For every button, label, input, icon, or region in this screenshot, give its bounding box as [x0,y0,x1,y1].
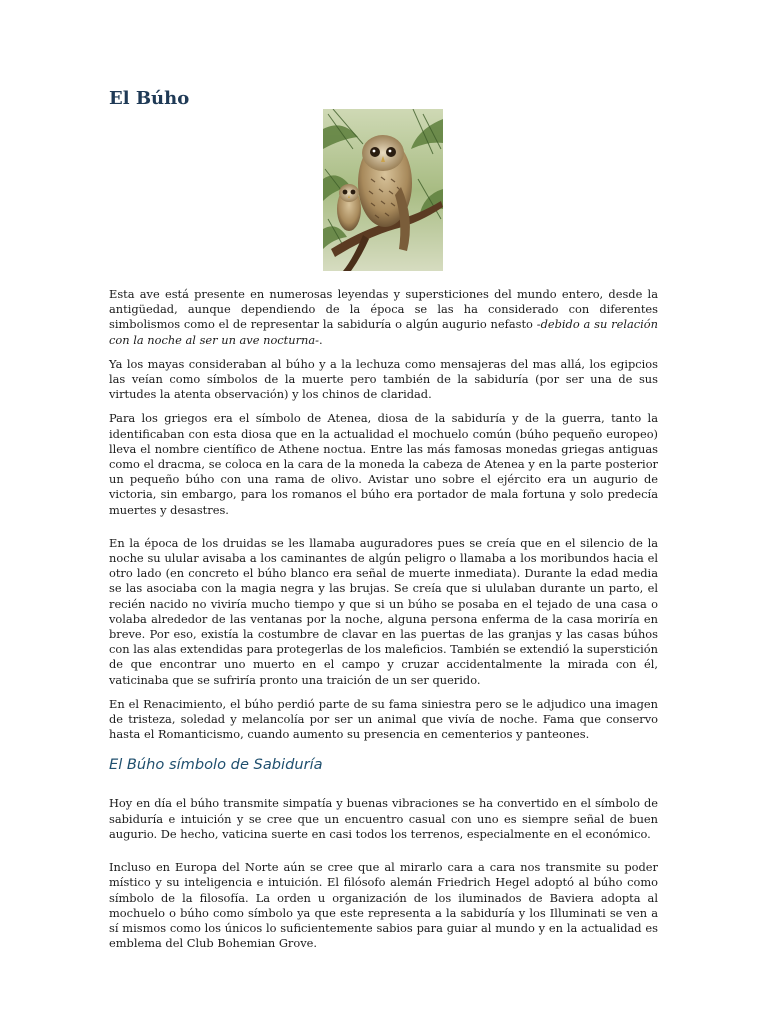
paragraph: En la época de los druidas se les llamaba auguradores pues se creía que en el silencio de la noche su ulular avisaba a los caminantes de algún peligro o llamaba a los moribundos hacia el otro lado (en concreto el búho blanco era señal de muerte inmediata). Durante la edad media se las asociaba con la magia negra y las brujas. Se creía que si ululaban durante un parto, el recién nacido no viviría mucho tiempo y que si un búho se posaba en el tejado de una casa o volaba alrededor de las ventanas por la noche, alguna persona enferma de la casa moriría en breve. Por eso, existía la costumbre de clavar en las puertas de las granjas y las casas búhos con las alas extendidas para protegerlas de los maleficios. También se extendió la superstición de que encontrar uno muerto en el campo y cruzar accidentalmente la mirada con él, vaticinaba que se sufriría pronto una traición de un ser querido. [109,535,658,687]
owl-icon [323,109,443,271]
paragraph: Ya los mayas consideraban al búho y a la lechuza como mensajeras del mas allá, los egipcios las veían como símbolos de la muerte pero también de la sabiduría (por ser una de sus virtudes la atenta observación) y los chinos de claridad. [109,356,658,402]
article-body [109,287,658,969]
paragraph: Incluso en Europa del Norte aún se cree que al mirarlo cara a cara nos transmite su poder místico y su inteligencia e intuición. El filósofo alemán Friedrich Hegel adoptó al búho como símbolo de la filosofía. La orden u organización de los iluminados de Baviera adopta al mochuelo o búho como símbolo ya que este representa a la sabiduría y los Illuminati se ven a sí mismos como los únicos lo suficientemente sabios para guiar al mundo y en la actualidad es emblema del Club Bohemian Grove. [109,860,658,951]
paragraph: En el Renacimiento, el búho perdió parte de su fama siniestra pero se le adjudico una imagen de tristeza, soledad y melancolía por ser un animal que vivía de noche. Fama que conservo hasta el Romanticismo, cuando aumento su presencia en cementerios y panteones. [109,696,658,742]
italic-aside: -debido a su relación con la noche al ser un ave nocturna- [109,317,658,347]
paragraph: Esta ave está presente en numerosas leyendas y supersticiones del mundo entero, desde la antigüedad, aunque dependiendo de la época se las ha considerado con diferentes simbolismos como el de representar la sabiduría o algún augurio nefasto -debido a su relación con la noche al ser un ave nocturna-. [109,287,658,347]
paragraph: Para los griegos era el símbolo de Atenea, diosa de la sabiduría y de la guerra, tanto la identificaban con esta diosa que en la actualidad el mochuelo común (búho pequeño europeo) lleva el nombre científico de Athene noctua. Entre las más famosas monedas griegas antiguas como el dracma, se coloca en la cara de la moneda la cabeza de Atenea y en la parte posterior un pequeño búho con una rama de olivo. Avistar uno sobre el ejército era un augurio de victoria, sin embargo, para los romanos el búho era portador de mala fortuna y solo predecía muertes y desastres. [109,411,658,517]
paragraph: Hoy en día el búho transmite simpatía y buenas vibraciones se ha convertido en el símbolo de sabiduría e intuición y se cree que un encuentro casual con uno es siempre señal de buen augurio. De hecho, vaticina suerte en casi todos los terrenos, especialmente en el económico. [109,796,658,841]
section-subtitle: El Búho símbolo de Sabiduría [109,756,323,774]
document-page [109,0,658,1024]
page-title: El Búho [109,88,190,109]
section-body [109,796,658,951]
owl-illustration [323,109,443,271]
